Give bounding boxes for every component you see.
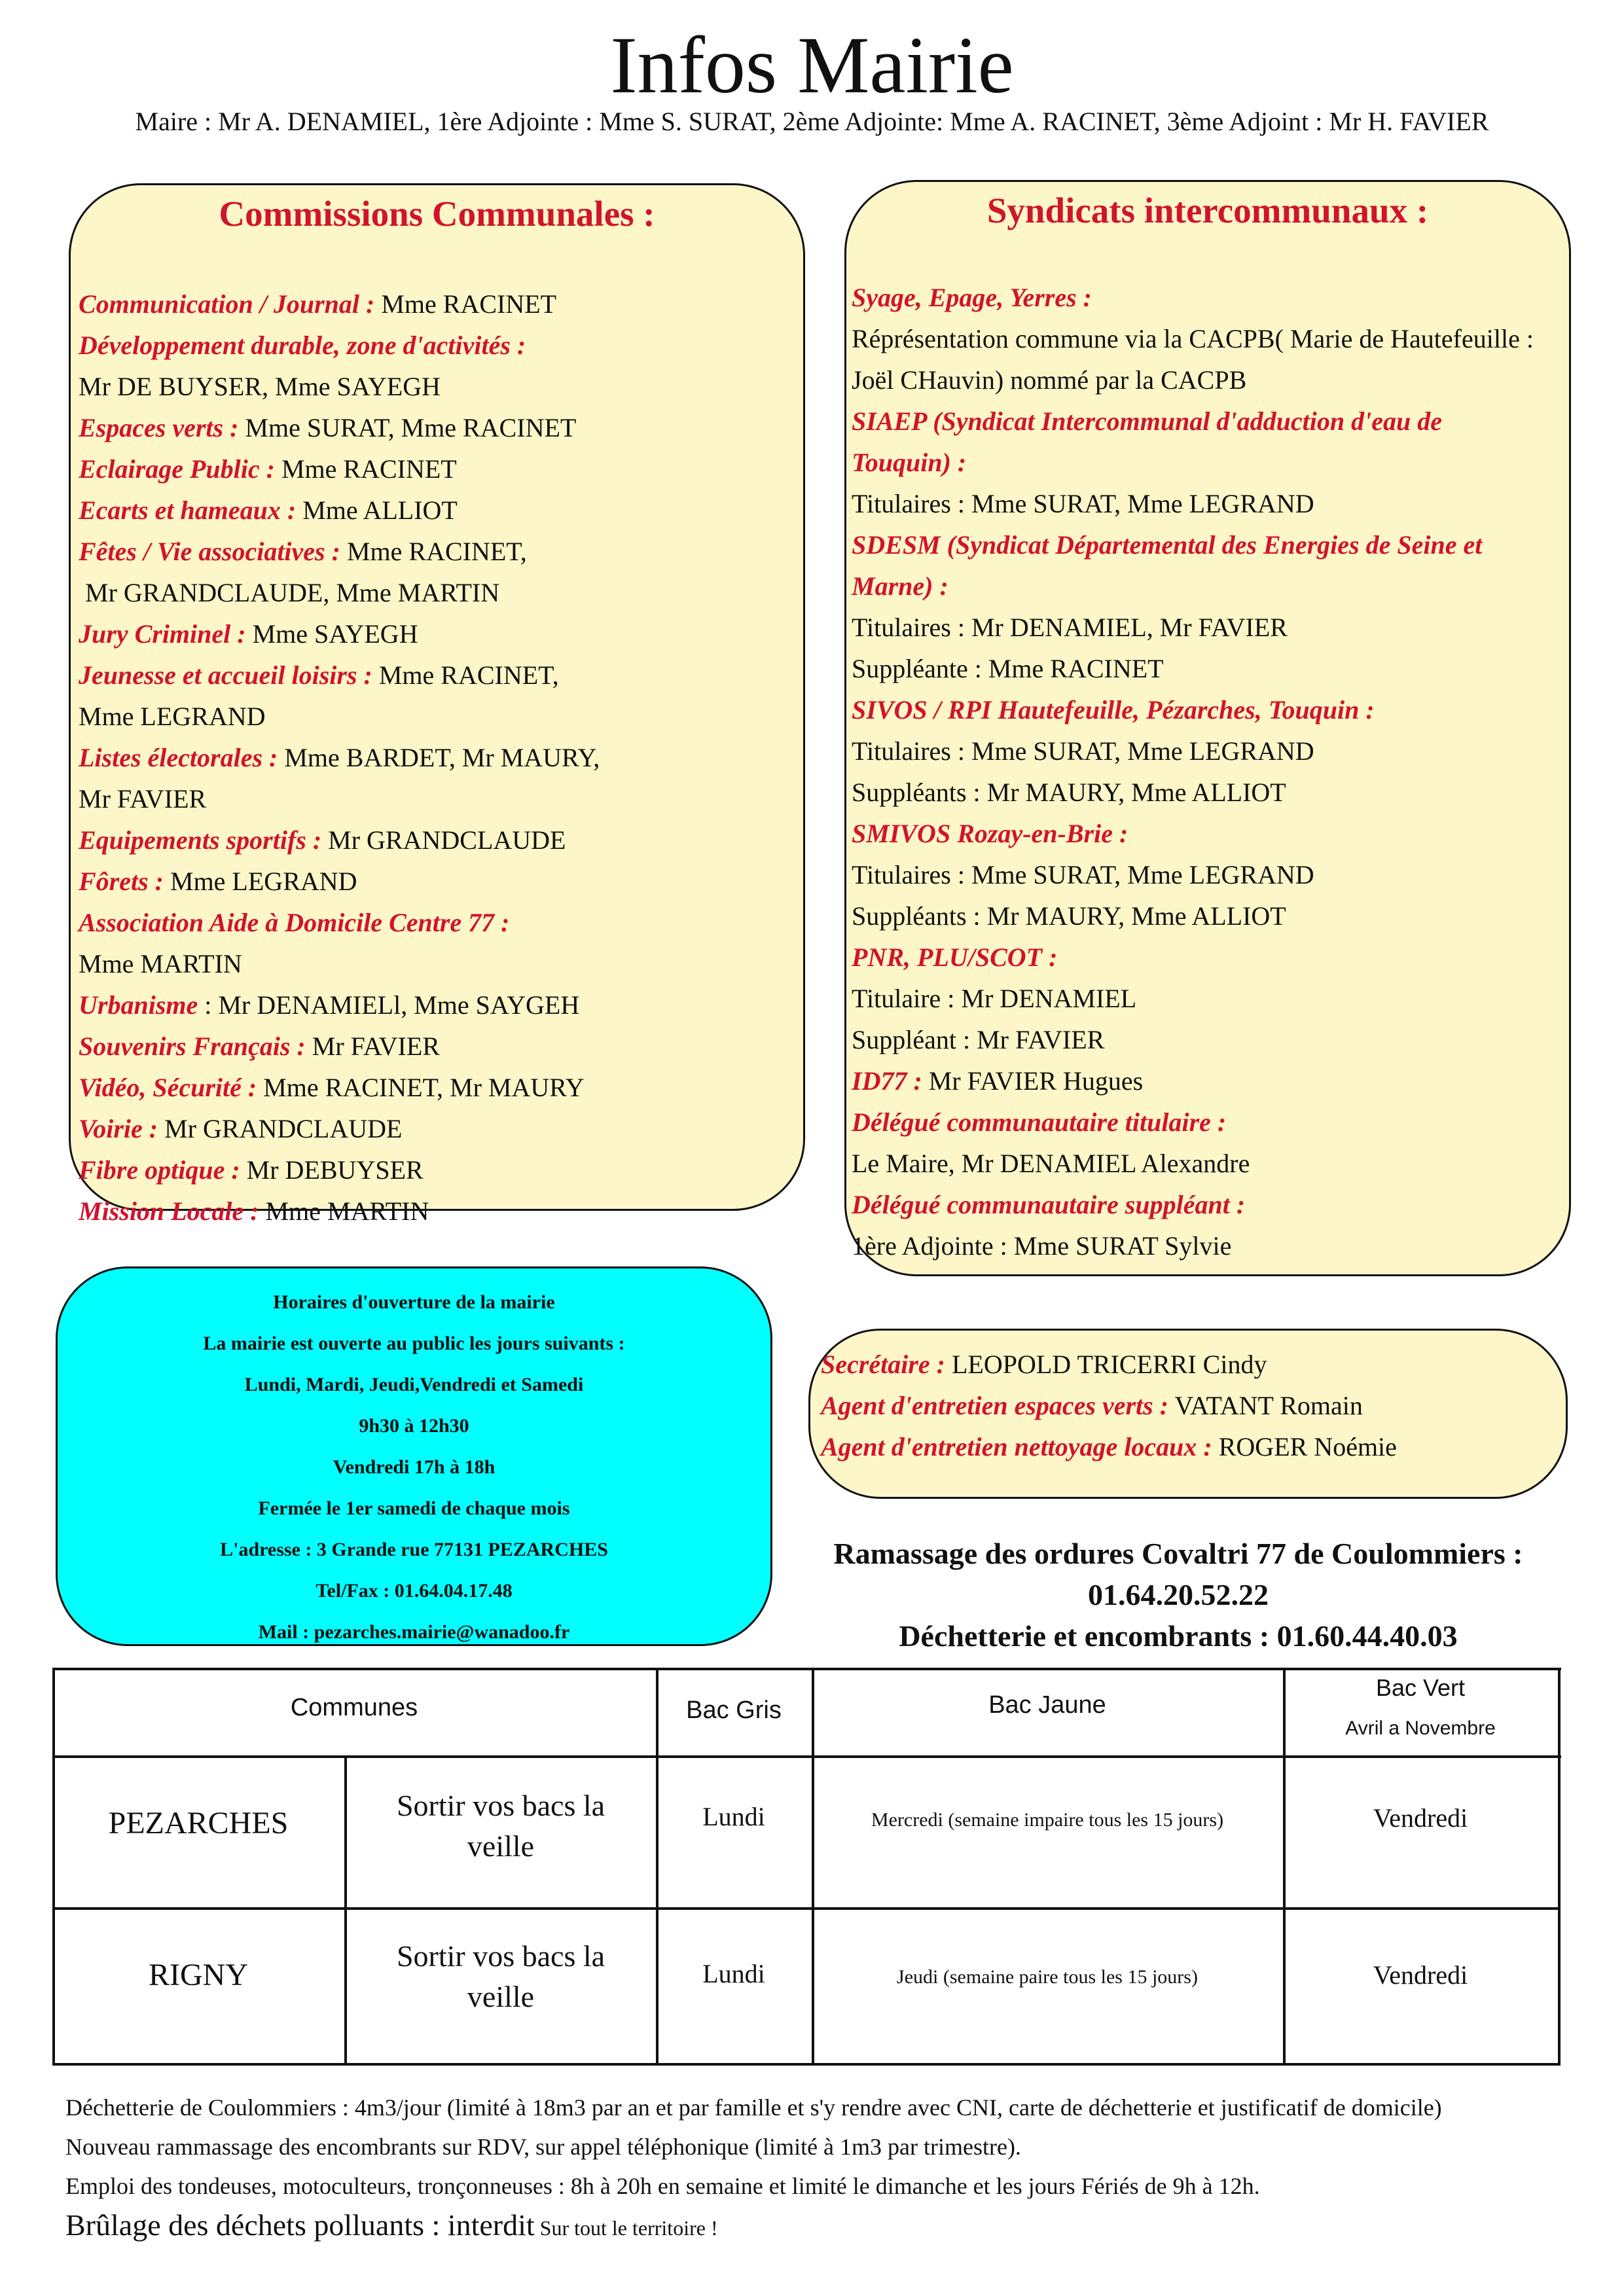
list-item xyxy=(852,813,1534,854)
burning-rule-scope: Sur tout le territoire ! xyxy=(534,2216,718,2240)
item-label: Ecarts et hameaux : xyxy=(79,495,297,525)
list-item xyxy=(852,401,1534,442)
list-item xyxy=(79,448,600,490)
item-label: SDESM (Syndicat Départemental des Energies de Seine et xyxy=(852,530,1483,560)
hours-line: Tel/Fax : 01.64.04.17.48 xyxy=(316,1580,513,1602)
staff-list xyxy=(821,1344,1397,1467)
list-item xyxy=(852,1184,1534,1225)
item-label: SIAEP (Syndicat Intercommunal d'adduction d'eau de xyxy=(852,406,1442,436)
item-value: Mme RACINET xyxy=(374,289,557,319)
header-bac-vert: Bac Vert xyxy=(1375,1674,1466,1701)
item-label: Jeunesse et accueil loisirs : xyxy=(79,660,372,690)
item-label: Association Aide à Domicile Centre 77 : xyxy=(79,908,510,937)
item-value: Titulaires : Mme SURAT, Mme LEGRAND xyxy=(852,489,1314,518)
item-label: Secrétaire : xyxy=(821,1350,945,1379)
list-item xyxy=(852,730,1534,772)
item-label: Souvenirs Français : xyxy=(79,1031,306,1061)
item-label: Développement durable, zone d'activités : xyxy=(79,331,526,360)
list-item xyxy=(852,359,1534,401)
item-label: PNR, PLU/SCOT : xyxy=(852,942,1058,972)
list-item xyxy=(852,483,1534,524)
list-item xyxy=(79,1067,600,1108)
collection-info xyxy=(772,1533,1584,1657)
item-value: Mme RACINET, xyxy=(340,537,527,566)
item-label: Délégué communautaire titulaire : xyxy=(852,1107,1227,1137)
list-item xyxy=(79,902,600,943)
hours-line: Horaires d'ouverture de la mairie xyxy=(273,1291,555,1313)
dechetterie-phone: Déchetterie et encombrants : 01.60.44.40.03 xyxy=(899,1619,1458,1653)
syndicats-list xyxy=(852,277,1534,1266)
item-label: SIVOS / RPI Hautefeuille, Pézarches, Touquin : xyxy=(852,695,1375,725)
item-value: 1ère Adjointe : Mme SURAT Sylvie xyxy=(852,1231,1232,1261)
list-item xyxy=(852,565,1534,607)
item-value: Mme SAYEGH xyxy=(245,619,418,649)
officials-line: Maire : Mr A. DENAMIEL, 1ère Adjointe : Mme S. SURAT, 2ème Adjointe: Mme A. RACINET, 3ème Adjoint : Mr H. FAVIER xyxy=(135,107,1489,136)
collection-line-1: Ramassage des ordures Covaltri 77 de Coulommiers : xyxy=(833,1537,1523,1570)
commissions-list xyxy=(79,283,600,1232)
commissions-title: Commissions Communales : xyxy=(219,194,655,234)
item-value: LEOPOLD TRICERRI Cindy xyxy=(945,1350,1267,1379)
item-value: Mr DE BUYSER, Mme SAYEGH xyxy=(79,372,441,401)
item-value: Mr GRANDCLAUDE, Mme MARTIN xyxy=(79,578,500,607)
burning-rule: Brûlage des déchets polluants : interdit xyxy=(65,2208,535,2242)
list-item xyxy=(852,1019,1534,1060)
list-item xyxy=(79,325,600,366)
list-item xyxy=(852,318,1534,359)
list-item xyxy=(852,1225,1534,1266)
footer-line-1: Déchetterie de Coulommiers : 4m3/jour (limité à 18m3 par an et par famille et s'y rendre avec CNI, carte de déchetterie et justificatif de domicile) xyxy=(65,2094,1442,2121)
item-value: Mme SURAT, Mme RACINET xyxy=(238,413,577,442)
list-item xyxy=(79,1149,600,1191)
syndicats-box xyxy=(844,180,1571,1276)
item-value: Suppléante : Mme RACINET xyxy=(852,654,1164,683)
list-item xyxy=(852,689,1534,730)
row-bac-gris: Lundi xyxy=(702,1802,765,1831)
header-bac-vert-note: Avril a Novembre xyxy=(1345,1717,1496,1739)
item-value: Mr FAVIER Hugues xyxy=(922,1066,1144,1096)
list-item xyxy=(79,283,600,325)
list-item xyxy=(852,854,1534,895)
item-value: Mme RACINET, Mr MAURY xyxy=(257,1073,585,1102)
item-value: Mme RACINET xyxy=(274,454,457,484)
item-value: Titulaires : Mme SURAT, Mme LEGRAND xyxy=(852,860,1314,889)
item-value: Mr FAVIER xyxy=(79,784,207,814)
item-label: Fibre optique : xyxy=(79,1155,240,1185)
hours-line: Fermée le 1er samedi de chaque mois xyxy=(258,1498,570,1519)
list-item xyxy=(852,937,1534,978)
collection-schedule-table xyxy=(52,1668,1564,2067)
hours-line: 9h30 à 12h30 xyxy=(359,1415,469,1437)
item-value: Mr DEBUYSER xyxy=(240,1155,424,1185)
item-value: Joël CHauvin) nommé par la CACPB xyxy=(852,365,1247,395)
list-item xyxy=(79,531,600,572)
item-label: SMIVOS Rozay-en-Brie : xyxy=(852,819,1128,848)
list-item xyxy=(79,407,600,448)
list-item xyxy=(852,442,1534,483)
list-item xyxy=(852,648,1534,689)
item-label: Fêtes / Vie associatives : xyxy=(79,537,340,566)
row-note: Sortir vos bacs la veille xyxy=(396,1939,605,2013)
list-item xyxy=(852,1060,1534,1102)
item-value: Titulaires : Mme SURAT, Mme LEGRAND xyxy=(852,736,1314,766)
item-value: Mme BARDET, Mr MAURY, xyxy=(278,743,600,772)
row-commune: RIGNY xyxy=(149,1958,248,1992)
item-value: : Mr DENAMIELl, Mme SAYGEH xyxy=(198,990,580,1020)
list-item xyxy=(79,1026,600,1067)
page-title: Infos Mairie xyxy=(610,20,1014,110)
row-bac-jaune: Mercredi (semaine impaire tous les 15 jours) xyxy=(871,1809,1224,1831)
syndicats-title: Syndicats intercommunaux : xyxy=(986,190,1429,230)
item-label: Mission Locale : xyxy=(79,1196,259,1226)
list-item xyxy=(79,984,600,1026)
list-item xyxy=(852,772,1534,813)
list-item xyxy=(79,778,600,819)
footer-notes xyxy=(65,2088,1584,2248)
collection-phone: 01.64.20.52.22 xyxy=(1088,1578,1269,1611)
list-item xyxy=(79,1108,600,1149)
list-item xyxy=(79,737,600,778)
hours-line: La mairie est ouverte au public les jours suivants : xyxy=(203,1333,625,1354)
opening-hours-box xyxy=(56,1266,772,1646)
item-label: Communication / Journal : xyxy=(79,289,375,319)
item-label: Agent d'entretien espaces verts : xyxy=(821,1391,1169,1420)
item-value: Mme LEGRAND xyxy=(79,702,266,731)
opening-hours-list xyxy=(58,1282,770,1653)
row-bac-gris: Lundi xyxy=(702,1959,765,1988)
list-item xyxy=(79,696,600,737)
list-item xyxy=(821,1385,1397,1426)
hours-line: Vendredi 17h à 18h xyxy=(333,1456,496,1478)
list-item xyxy=(852,524,1534,565)
list-item xyxy=(79,943,600,984)
item-value: Suppléant : Mr FAVIER xyxy=(852,1025,1105,1054)
item-label: Fôrets : xyxy=(79,867,164,896)
item-label: Agent d'entretien nettoyage locaux : xyxy=(821,1432,1212,1462)
item-label: Espaces verts : xyxy=(79,413,239,442)
row-bac-jaune: Jeudi (semaine paire tous les 15 jours) xyxy=(897,1966,1198,1988)
footer-line-2: Nouveau rammassage des encombrants sur RDV, sur appel téléphonique (limité à 1m3 par trimestre). xyxy=(65,2134,1021,2160)
item-label: Eclairage Public : xyxy=(79,454,275,484)
item-value: Mme RACINET, xyxy=(372,660,559,690)
list-item xyxy=(79,366,600,407)
header-bac-jaune: Bac Jaune xyxy=(988,1691,1106,1719)
item-value: Mme MARTIN xyxy=(259,1196,429,1226)
footer-line-4 xyxy=(65,2206,1584,2248)
item-value: Suppléants : Mr MAURY, Mme ALLIOT xyxy=(852,901,1286,931)
item-value: Mr GRANDCLAUDE xyxy=(158,1114,403,1143)
list-item xyxy=(79,490,600,531)
header-bac-gris: Bac Gris xyxy=(686,1696,782,1724)
list-item xyxy=(79,819,600,861)
staff-box xyxy=(808,1329,1568,1499)
list-item xyxy=(79,1191,600,1232)
item-value: Mr FAVIER xyxy=(305,1031,440,1061)
row-bac-vert: Vendredi xyxy=(1373,1960,1468,1990)
item-label: Vidéo, Sécurité : xyxy=(79,1073,257,1102)
row-bac-vert: Vendredi xyxy=(1373,1803,1468,1833)
row-note: Sortir vos bacs la veille xyxy=(396,1789,605,1863)
item-value: VATANT Romain xyxy=(1168,1391,1363,1420)
row-commune: PEZARCHES xyxy=(108,1806,289,1840)
item-label: Touquin) : xyxy=(852,448,967,477)
list-item xyxy=(852,1143,1534,1184)
list-item xyxy=(852,978,1534,1019)
item-value: Mme LEGRAND xyxy=(164,867,357,896)
item-label: ID77 : xyxy=(852,1066,922,1096)
list-item xyxy=(79,572,600,613)
item-value: Suppléants : Mr MAURY, Mme ALLIOT xyxy=(852,778,1286,807)
item-value: Réprésentation commune via la CACPB( Marie de Hautefeuille : xyxy=(852,324,1534,353)
item-label: Syage, Epage, Yerres : xyxy=(852,283,1092,312)
hours-line: Lundi, Mardi, Jeudi,Vendredi et Samedi xyxy=(244,1374,584,1395)
list-item xyxy=(79,861,600,902)
item-value: Mme MARTIN xyxy=(79,949,242,978)
item-value: Mme ALLIOT xyxy=(296,495,458,525)
list-item xyxy=(821,1344,1397,1385)
footer-line-3: Emploi des tondeuses, motoculteurs, tronçonneuses : 8h à 20h en semaine et limité le dimanche et les jours Fériés de 9h à 12h. xyxy=(65,2173,1260,2199)
item-label: Equipements sportifs : xyxy=(79,825,322,855)
list-item xyxy=(852,895,1534,937)
hours-line: Mail : pezarches.mairie@wanadoo.fr xyxy=(258,1621,570,1643)
hours-line: L'adresse : 3 Grande rue 77131 PEZARCHES xyxy=(220,1539,608,1560)
item-value: Titulaires : Mr DENAMIEL, Mr FAVIER xyxy=(852,613,1288,642)
list-item xyxy=(852,607,1534,648)
item-label: Marne) : xyxy=(852,571,948,601)
item-label: Jury Criminel : xyxy=(79,619,246,649)
item-label: Délégué communautaire suppléant : xyxy=(852,1190,1246,1219)
header-communes: Communes xyxy=(290,1694,418,1721)
commissions-box xyxy=(69,183,805,1226)
item-label: Voirie : xyxy=(79,1114,158,1143)
item-label: Urbanisme xyxy=(79,990,198,1020)
list-item xyxy=(852,1102,1534,1143)
list-item xyxy=(821,1426,1397,1467)
list-item xyxy=(852,277,1534,318)
item-value: Titulaire : Mr DENAMIEL xyxy=(852,984,1137,1013)
item-label: Listes électorales : xyxy=(79,743,278,772)
list-item xyxy=(79,613,600,655)
item-value: Mr GRANDCLAUDE xyxy=(321,825,566,855)
item-value: Le Maire, Mr DENAMIEL Alexandre xyxy=(852,1149,1250,1178)
list-item xyxy=(79,655,600,696)
item-value: ROGER Noémie xyxy=(1212,1432,1397,1462)
